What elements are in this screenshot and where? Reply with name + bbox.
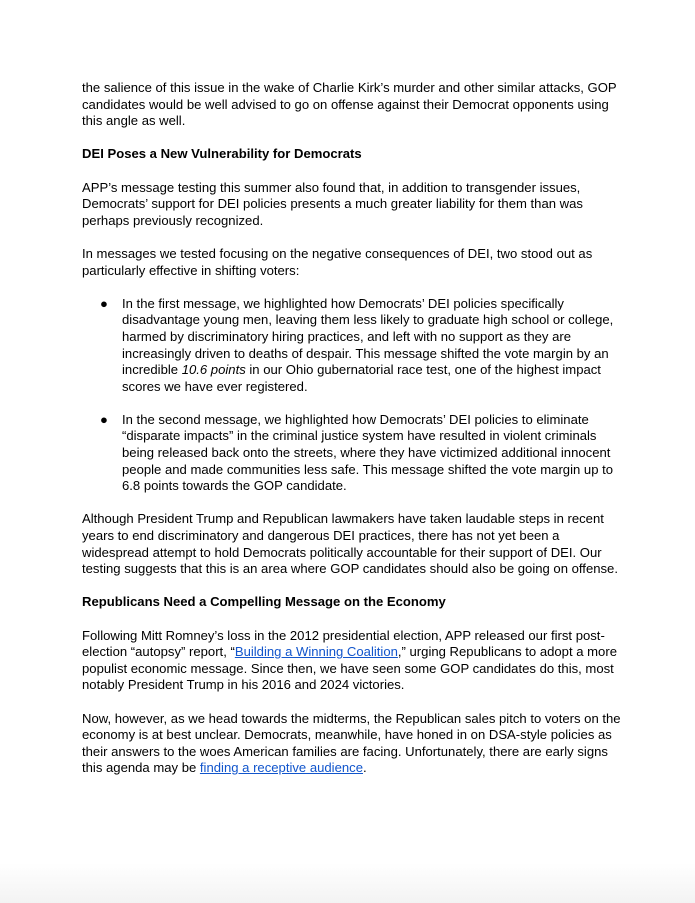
paragraph-message-testing: APP’s message testing this summer also found that, in addition to transgender issues, Democrats’ support for DEI policies presents a much greater liability for them than was perhaps previously recognized. xyxy=(82,179,583,228)
first-message-text-end: in our Ohio gubernatorial race test, one of the highest impact scores we have ever registered. xyxy=(122,362,601,394)
midterms-text-end: . xyxy=(362,760,367,776)
paragraph-midterms xyxy=(82,711,622,777)
heading-economy-message: Republicans Need a Compelling Message on the Economy xyxy=(82,594,446,610)
paragraph-dei-messages-intro: In messages we tested focusing on the negative consequences of DEI, two stood out as particularly effective in shifting voters: xyxy=(82,245,593,278)
romney-text: Following Mitt Romney’s loss in the 2012 presidential election, APP released our first post-election “autopsy” report, “ xyxy=(82,627,605,660)
midterms-text: Now, however, as we head towards the midterms, the Republican sales pitch to voters on the economy is at best unclear. Democrats, meanwhile, have honed in on DSA-style policies as their answers to the woes American families are facing. Unfortunately, there are early signs this agenda may be xyxy=(82,710,621,776)
bullet-icon: ● xyxy=(100,295,108,311)
receptive-audience-link[interactable]: finding a receptive audience xyxy=(199,760,363,776)
heading-dei-vulnerability: DEI Poses a New Vulnerability for Democrats xyxy=(82,146,362,162)
first-message-text: In the first message, we highlighted how Democrats’ DEI policies specifically disadvantage young men, leaving them less likely to graduate high school or college, harmed by discriminatory hiring practices, and left with no support as they are increasingly driven to deaths of despair. This message shifted the vote margin by an incredible xyxy=(122,295,614,378)
paragraph-romney-autopsy xyxy=(82,628,622,694)
dei-message-list xyxy=(82,296,622,495)
page-bottom-shadow xyxy=(0,863,695,903)
bullet-icon: ● xyxy=(100,411,108,427)
list-item-first-message xyxy=(82,296,622,396)
paragraph-charlie-kirk: the salience of this issue in the wake of Charlie Kirk’s murder and other similar attacks, GOP candidates would be well advised to go on offense against their Democrat opponents using this angle as well. xyxy=(82,80,617,129)
list-item-second-message xyxy=(82,412,622,495)
first-message-emphasis: 10.6 points xyxy=(181,362,246,378)
romney-text-end: ,” urging Republicans to adopt a more populist economic message. Since then, we have seen some GOP candidates do this, most notably President Trump in his 2016 and 2024 victories. xyxy=(82,644,617,693)
second-message-text: In the second message, we highlighted how Democrats’ DEI policies to eliminate “disparate impacts” in the criminal justice system have resulted in violent criminals being released back onto the streets, where they have victimized additional innocent people and made communities less safe. This message shifted the vote margin up to 6.8 points towards the GOP candidate. xyxy=(122,411,614,494)
document-page xyxy=(82,80,622,794)
building-winning-coalition-link[interactable]: Building a Winning Coalition xyxy=(234,644,398,660)
paragraph-trump-dei: Although President Trump and Republican lawmakers have taken laudable steps in recent years to end discriminatory and dangerous DEI practices, there has not yet been a widespread attempt to hold Democrats politically accountable for their support of DEI. Our testing suggests that this is an area where GOP candidates should also be going on offense. xyxy=(82,511,618,577)
